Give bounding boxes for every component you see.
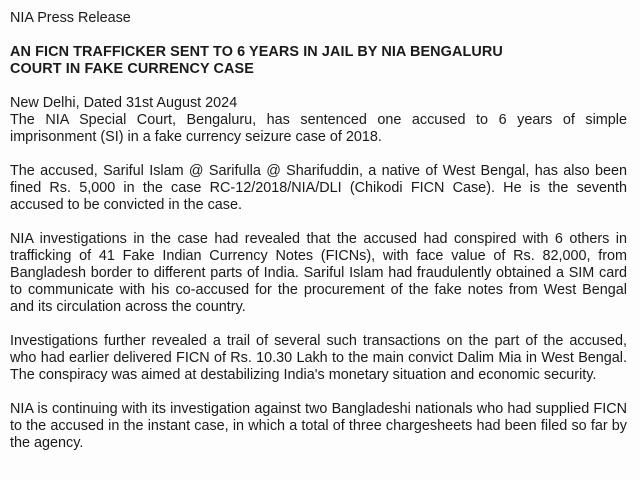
paragraph-accused: The accused, Sariful Islam @ Sarifulla @ Sharifuddin, a native of West Bengal, has also been fined Rs. 5,000 in the case RC-12/2018/NIA/DLI (Chikodi FICN Case). He is the seventh accused to be convicted in the case. [10,163,627,213]
press-release-document [10,10,627,469]
headline-line-1: AN FICN TRAFFICKER SENT TO 6 YEARS IN JAIL BY NIA BENGALURU [10,44,503,60]
headline-line-2: COURT IN FAKE CURRENCY CASE [10,61,254,77]
paragraph-continuing: NIA is continuing with its investigation against two Bangladeshi nationals who had supplied FICN to the accused in the instant case, in which a total of three chargesheets had been filed so far by the agency. [10,401,627,451]
headline [10,44,627,78]
dateline: New Delhi, Dated 31st August 2024 [10,95,238,111]
paragraph-investigation: NIA investigations in the case had revealed that the accused had conspired with 6 others in trafficking of 41 Fake Indian Currency Notes (FICNs), with face value of Rs. 82,000, from Bangladesh border to different parts of India. Sariful Islam had fraudulently obtained a SIM card to communicate with his co-accused for the procurement of the fake notes from West Bengal and its circulation across the country. [10,231,627,315]
document-header: NIA Press Release [10,10,131,26]
paragraph-transactions: Investigations further revealed a trail of several such transactions on the part of the accused, who had earlier delivered FICN of Rs. 10.30 Lakh to the main convict Dalim Mia in West Bengal. The conspiracy was aimed at destabilizing India's monetary situation and economic security. [10,333,627,383]
paragraph-sentence: The NIA Special Court, Bengaluru, has sentenced one accused to 6 years of simple imprisonment (SI) in a fake currency seizure case of 2018. [10,112,627,145]
